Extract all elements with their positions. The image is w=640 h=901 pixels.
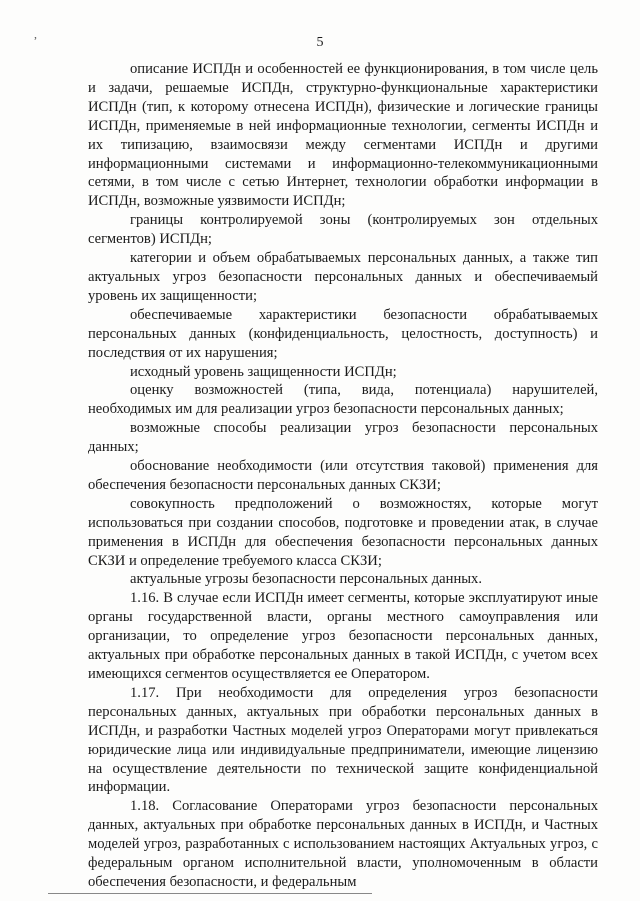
scan-edge-line [48, 893, 372, 894]
paragraph: описание ИСПДн и особенностей ее функционирования, в том числе цель и задачи, решаемые ИСПДн, структурно-функциональные характеристики ИСПДн (тип, к которому отнесена ИСПДн), физические и логические границы ИСПДн, применяемые в ней информационные технологии, сегменты ИСПДн и их типизацию, взаимосвязи между сегментами ИСПДн и другими информационными системами и информационно-телекоммуникационными сетями, в том числе с сетью Интернет, технологии обработки информации в ИСПДн, возможные уязвимости ИСПДн; [88, 61, 598, 210]
paragraph: актуальные угрозы безопасности персональных данных. [130, 571, 483, 588]
paragraph: исходный уровень защищенности ИСПДн; [130, 363, 397, 380]
paragraph: 1.18. Согласование Операторами угроз безопасности персональных данных, актуальных при обработке персональных данных в ИСПДн, и Частных моделей угроз, разработанных с использованием настоящих Актуальных угроз, с федеральным органом исполнительной власти, уполномоченным в области обеспечения безопасности, и федеральным [88, 798, 598, 890]
paragraph: границы контролируемой зоны (контролируемых зон отдельных сегментов) ИСПДн; [88, 212, 598, 248]
page-body [88, 60, 598, 892]
paragraph: оценку возможностей (типа, вида, потенциала) нарушителей, необходимых им для реализации угроз безопасности персональных данных; [88, 382, 598, 418]
paragraph: обоснование необходимости (или отсутствия таковой) применения для обеспечения безопасности персональных данных СКЗИ; [88, 458, 598, 493]
page-number: 5 [316, 35, 324, 50]
corner-mark: , [34, 27, 37, 41]
paragraph: обеспечиваемые характеристики безопасности обрабатываемых персональных данных (конфиденциальность, целостность, доступность) и последствия от их нарушения; [88, 306, 598, 361]
paragraph: возможные способы реализации угроз безопасности персональных данных; [88, 420, 598, 456]
paragraph: совокупность предположений о возможностях, которые могут использоваться при создании способов, подготовке и проведении атак, в случае применения в ИСПДн для обеспечения безопасности персональных данных СКЗИ и определение требуемого класса СКЗИ; [88, 495, 598, 569]
paragraph: 1.16. В случае если ИСПДн имеет сегменты, которые эксплуатируют иные органы государственной власти, органы местного самоуправления или организации, то определение угроз безопасности персональных данных, актуальных при обработке персональных данных в такой ИСПДн, с учетом всех имеющихся сегментов осуществляется ее Оператором. [88, 590, 598, 682]
paragraph: категории и объем обрабатываемых персональных данных, а также тип актуальных угроз безопасности персональных данных и обеспечиваемый уровень их защищенности; [88, 250, 598, 304]
paragraph: 1.17. При необходимости для определения угроз безопасности персональных данных, актуальных при обработки персональных данных в ИСПДн, и разработки Частных моделей угроз Операторами могут привлекаться юридические лица или индивидуальные предприниматели, имеющие лицензию на осуществление деятельности по технической защите конфиденциальной информации. [88, 684, 598, 796]
